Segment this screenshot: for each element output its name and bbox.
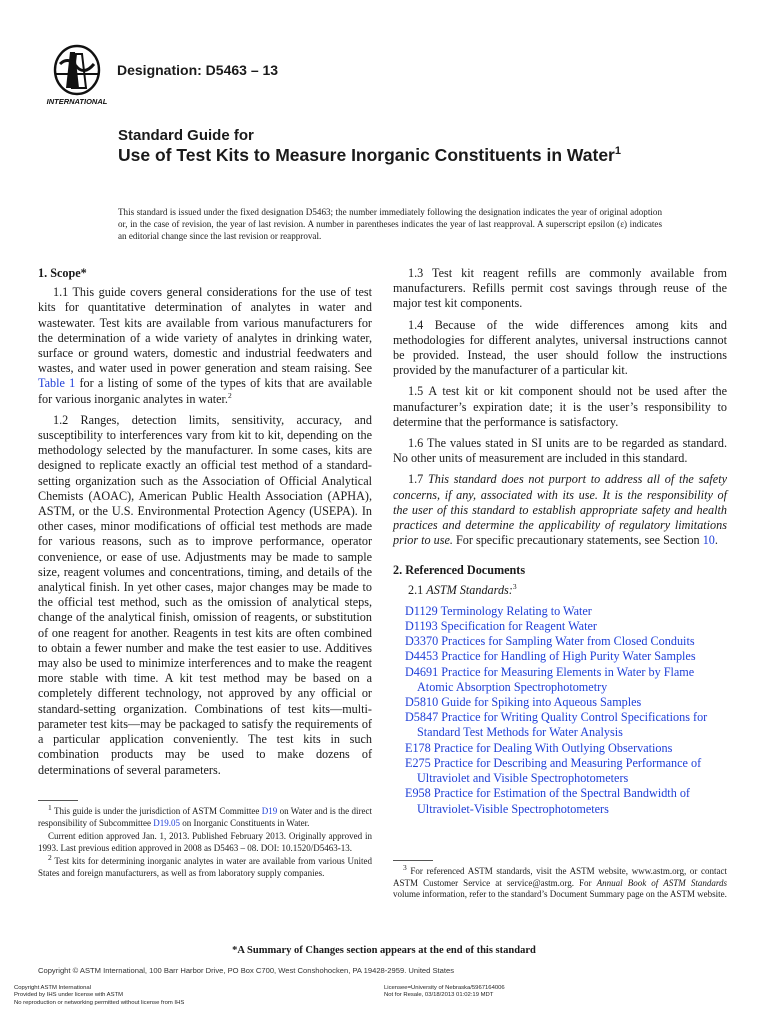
section-10-link[interactable]: 10 [702,533,715,548]
license-right: Licensee=University of Nebraska/5967164006 Not for Resale, 03/18/2013 01:02:19 MDT [384,985,505,999]
reference-item[interactable]: D5810 Guide for Spiking into Aqueous Samples [405,695,642,710]
footnote-rule [393,860,433,861]
title-kicker: Standard Guide for [118,127,254,144]
title-block [118,127,718,166]
paragraph-1-7: 1.7 This standard does not purport to address all of the safety concerns, if any, associated with its use. It is the responsibility of the user of this standard to establish appropriate safety and health practices and determine the applicability of regulatory limitations prior to use. For specific precautionary statements, see Section 10. [393,472,728,548]
summary-of-changes-note: *A Summary of Changes section appears at the end of this standard [232,945,536,956]
title-footnote-ref[interactable]: 1 [614,145,621,158]
issuance-notice: This standard is issued under the fixed designation D5463; the number immediately following the designation indicates the year of original adoption or, in the case of revision, the year of last revision. A number in parentheses indicates the year of last reapproval. A superscript epsilon (ε) indicates an editorial change since the last revision or reapproval. [118,207,662,242]
reference-item[interactable]: D4453 Practice for Handling of High Purity Water Samples [405,649,696,664]
footnotes-left [38,803,373,882]
right-column [393,266,727,817]
reference-item[interactable]: D3370 Practices for Sampling Water from Closed Conduits [405,634,695,649]
designation: Designation: D5463 – 13 [117,62,279,78]
astm-logo [42,44,112,106]
footnote-2-ref[interactable]: 2 [227,390,232,400]
d19-05-link[interactable]: D19.05 [153,817,180,828]
paragraph-1-5: 1.5 A test kit or kit component should not be used after the manufacturer’s expiration date; it is the user’s responsibility to determine that the performance is satisfactory. [393,384,727,429]
reference-item[interactable]: E178 Practice for Dealing With Outlying Observations [405,740,673,755]
reference-item[interactable]: D1129 Terminology Relating to Water [405,603,592,618]
referenced-documents-heading: 2. Referenced Documents [393,563,526,578]
paragraph-1-2: 1.2 Ranges, detection limits, sensitivity, accuracy, and susceptibility to interferences vary from kit to kit, depending on the methodology selected by the manufacturer. In some cases, kits are designed to replicate exactly an official test method of a standard-setting organization such as the Association of Official Analytical Chemists (AOAC), American Public Health Association (APHA), ASTM, or the U.S. Environmental Protection Agency (USEPA). In other cases, minor modifications of official test methods are made for various reasons, such as to improve performance, operator convenience, or ease of use. Adjustments may be made to sample size, reagent volumes and concentrations, timing, and details of the analytical finish. In yet other cases, major changes may be made to the official test method, such as the omission of analytical steps, change of the analytical finish, omission of reagents, or substitution of one reagent for another. Reagents in test kits are often combined to obtain a fewer number and make the test easier to use. Additives may also be used to minimize interferences and to make the reagent more stable with time. A kit test method may be based on a completely different technology, not approved by any official or standard-setting organization. Combinations of test kits—multi-parameter test kits—may be packaged to satisfy the requirements of a particular application conveniently. The test kits in such combination products may be used to make dozens of determinations of several parameters. [38,412,372,777]
left-column [38,266,372,784]
document-title: Use of Test Kits to Measure Inorganic Constituents in Water$^1$ [118,145,621,165]
footnote-3: $^3$ For referenced ASTM standards, visit the ASTM website, www.astm.org, or contact ASTM Customer Service at service@astm.org. For Annual Book of ASTM Standards volume information, refer to the standard’s Document Summary page on the ASTM website. [393,863,728,900]
reference-item[interactable]: E275 Practice for Describing and Measuring Performance of Ultraviolet and Visible Spectrophotometers [405,755,702,786]
paragraph-1-1: 1.1 This guide covers general considerations for the use of test kits for quantitative determination of analytes in water and wastewater. Test kits are available from various manufacturers for the determination of a wide variety of analytes in drinking water, surface or ground waters, domestic and industrial feedwaters and wastes, and water used in power generation and steam raising. See Table 1 for a listing of some of the types of kits that are available for various inorganic analytes in water.$^2$ [38,285,372,406]
d19-link[interactable]: D19 [261,806,278,816]
scope-heading: 1. Scope* [38,266,87,280]
paragraph-1-3: 1.3 Test kit reagent refills are commonly available from manufacturers. Refills permit cost savings through reuse of the major test kit components. [393,266,727,311]
footnote-2: $^2$ Test kits for determining inorganic analytes in water are available from various United States and foreign manufacturers, as well as from laboratory supply companies. [38,853,372,878]
footnote-rule [38,800,78,801]
paragraph-1-4: 1.4 Because of the wide differences among kits and methodologies for different analytes, universal instructions cannot be provided. Instead, the user should follow the instructions provided by the manufacturer of a particular kit. [393,317,727,378]
copyright-line: Copyright © ASTM International, 100 Barr Harbor Drive, PO Box C700, West Conshohocken, PA 19428-2959. United States [38,966,455,975]
footnote-1-approval: Current edition approved Jan. 1, 2013. Published February 2013. Originally approved in 1993. Last previous edition approved in 2008 as D5463 – 08. DOI: 10.1520/D5463-13. [38,831,372,853]
svg-text:INTERNATIONAL: INTERNATIONAL [46,97,108,106]
reference-item[interactable]: D4691 Practice for Measuring Elements in Water by Flame Atomic Absorption Spectrophotometry [405,664,695,694]
license-left: Copyright ASTM International Provided by IHS under license with ASTM No reproduction or networking permitted without license from IHS [14,985,185,1006]
reference-item[interactable]: D5847 Practice for Writing Quality Control Specifications for Standard Test Methods for Water Analysis [405,710,708,740]
table-1-link[interactable]: Table 1 [38,376,76,391]
astm-standards-subheading: 2.1 ASTM Standards:$^3$ [408,581,517,597]
reference-item[interactable]: D1193 Specification for Reagent Water [405,619,597,634]
footnote-3-ref[interactable]: 3 [512,581,517,591]
reference-item[interactable]: E958 Practice for Estimation of the Spectral Bandwidth of Ultraviolet-Visible Spectrophotometers [405,786,690,816]
paragraph-1-6: 1.6 The values stated in SI units are to be regarded as standard. No other units of measurement are included in this standard. [393,436,727,466]
footnote-1: $^1$ This guide is under the jurisdiction of ASTM Committee D19 on Water and is the direct responsibility of Subcommittee D19.05 on Inorganic Constituents in Water. [38,803,373,828]
